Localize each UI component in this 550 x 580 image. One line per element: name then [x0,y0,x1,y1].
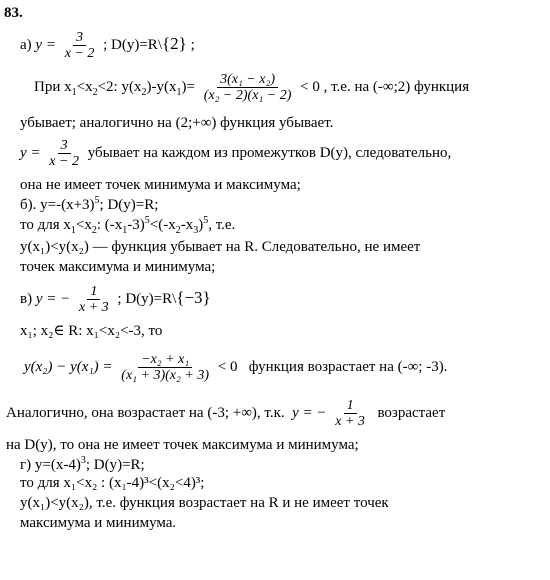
fraction-denominator: x − 2 [49,154,79,169]
para1-fraction [201,72,295,103]
part-v-diff-text: функция возрастает на (-∞; -3). [248,358,448,375]
part-v-analog-end: возрастает [377,404,446,421]
part-b-exp: 5 [94,195,100,206]
problem-number: 83. [4,5,23,21]
part-b-line3-text: y(x₁)<y(x₂) — функция убывает на R. Следовательно, не имеет [20,239,421,255]
para1-tail: < 0 , т.е. на (-∞;2) функция [300,78,470,95]
part-v-diff-fraction [118,352,212,383]
fraction-numerator: −x₂ + x₁ [138,352,192,368]
fraction-denominator: (x₂ − 2)(x₁ − 2) [203,88,292,103]
part-a-label: а) [20,36,32,53]
part-b-label: б). y=-(x+3) [20,197,95,213]
para1-start: При x [34,78,72,95]
part-a-domain-end: ; [190,36,195,53]
part-a-domain-set: {2} [161,33,187,53]
part-g-domain: ; D(y)=R; [85,457,145,473]
part-b-header [20,196,158,214]
part-v-analog-fraction [332,398,368,429]
part-v-fraction [76,284,112,315]
part-b-line2: то для $x_1<x_2$: $(-x_1-3)^5<(-x_2-x_3)^5$, т.е. [20,215,236,236]
part-g-exp: 3 [80,455,86,466]
para2-text: убывает на каждом из промежутков D(y), следовательно, [87,144,452,161]
fraction-numerator: 3 [58,138,71,154]
part-v-label: в) [20,290,33,307]
line-decreasing: убывает; аналогично на (2;+∞) функция убывает. [20,115,334,131]
part-g-label: г) y=(x-4) [20,457,81,473]
part-b-line2-text: то для x [20,217,71,233]
para2-lhs: y = [20,144,41,161]
part-a-fraction [62,30,98,61]
para1: При $x_1<x_2<2$: $y(x_2)-y(x_1)=$ $\frac{\text{3(x₁ − x₂)}}{\text{(x₂ − 2)(x₁ − 2)}}$ < 0 , т.е. на (-∞;2) функция [34,72,470,103]
part-v-analog-y: y = − [292,404,327,421]
para2-line2: она не имеет точек минимума и максимума; [20,177,301,193]
part-b-ineq4: -x [180,217,194,233]
part-b-line3 [20,238,496,256]
fraction-denominator: x + 3 [78,300,109,315]
fraction-numerator: 1 [344,398,357,414]
part-a-header [20,30,195,61]
para1-mid: <2: y(x [97,78,142,95]
part-a-y: y = [35,36,56,53]
part-g-line2: то для x₁<x₂ : (x₁-4)³<(x₂<4)³; [20,475,205,491]
part-v-analog-start: Аналогично, она возрастает на (-3; +∞), т.к. [6,404,285,421]
part-v-domain-set: {−3} [176,287,211,307]
part-g-header [20,456,145,474]
part-b-line4: точек максимума и минимума; [20,259,216,275]
part-b-domain: ; D(y)=R; [99,197,159,213]
part-g-line4: максимума и минимума. [20,515,177,531]
part-g-line3: y(x₁)<y(x₂), т.е. функция возрастает на R и не имеет точек [20,495,389,511]
part-v-line-last: на D(y), то она не имеет точек максимума и минимума; [6,437,359,453]
part-v-line2: x₁; x₂∈ R: x₁<x₂<-3, то [20,323,163,339]
part-b-ineq: : (-x [96,217,123,233]
part-b-ineq2: -3) [127,217,145,233]
part-v-diff-tail: < 0 [217,358,238,375]
para2-fraction [46,138,82,169]
part-v-diff-lhs: y(x₂) − y(x₁) = [24,358,113,375]
part-v-analog [6,398,445,429]
fraction-denominator: x − 2 [64,46,95,61]
part-a-domain: ; D(y)=R\ [103,36,162,53]
fraction-denominator: (x₁ + 3)(x₂ + 3) [121,368,210,383]
fraction-numerator: 3(x₁ − x₂) [217,72,278,88]
fraction-denominator: x + 3 [335,414,365,429]
part-v-header [20,284,211,315]
fraction-numerator: 1 [87,284,100,300]
part-v-y: y = − [35,290,71,307]
part-b-ineq-end: , т.е. [208,217,236,233]
fraction-numerator: 3 [73,30,86,46]
para2 [20,138,451,169]
part-v-domain: ; D(y)=R\ [117,290,177,307]
part-b-ineq3: <(-x [149,217,176,233]
part-v-difference [24,352,447,383]
